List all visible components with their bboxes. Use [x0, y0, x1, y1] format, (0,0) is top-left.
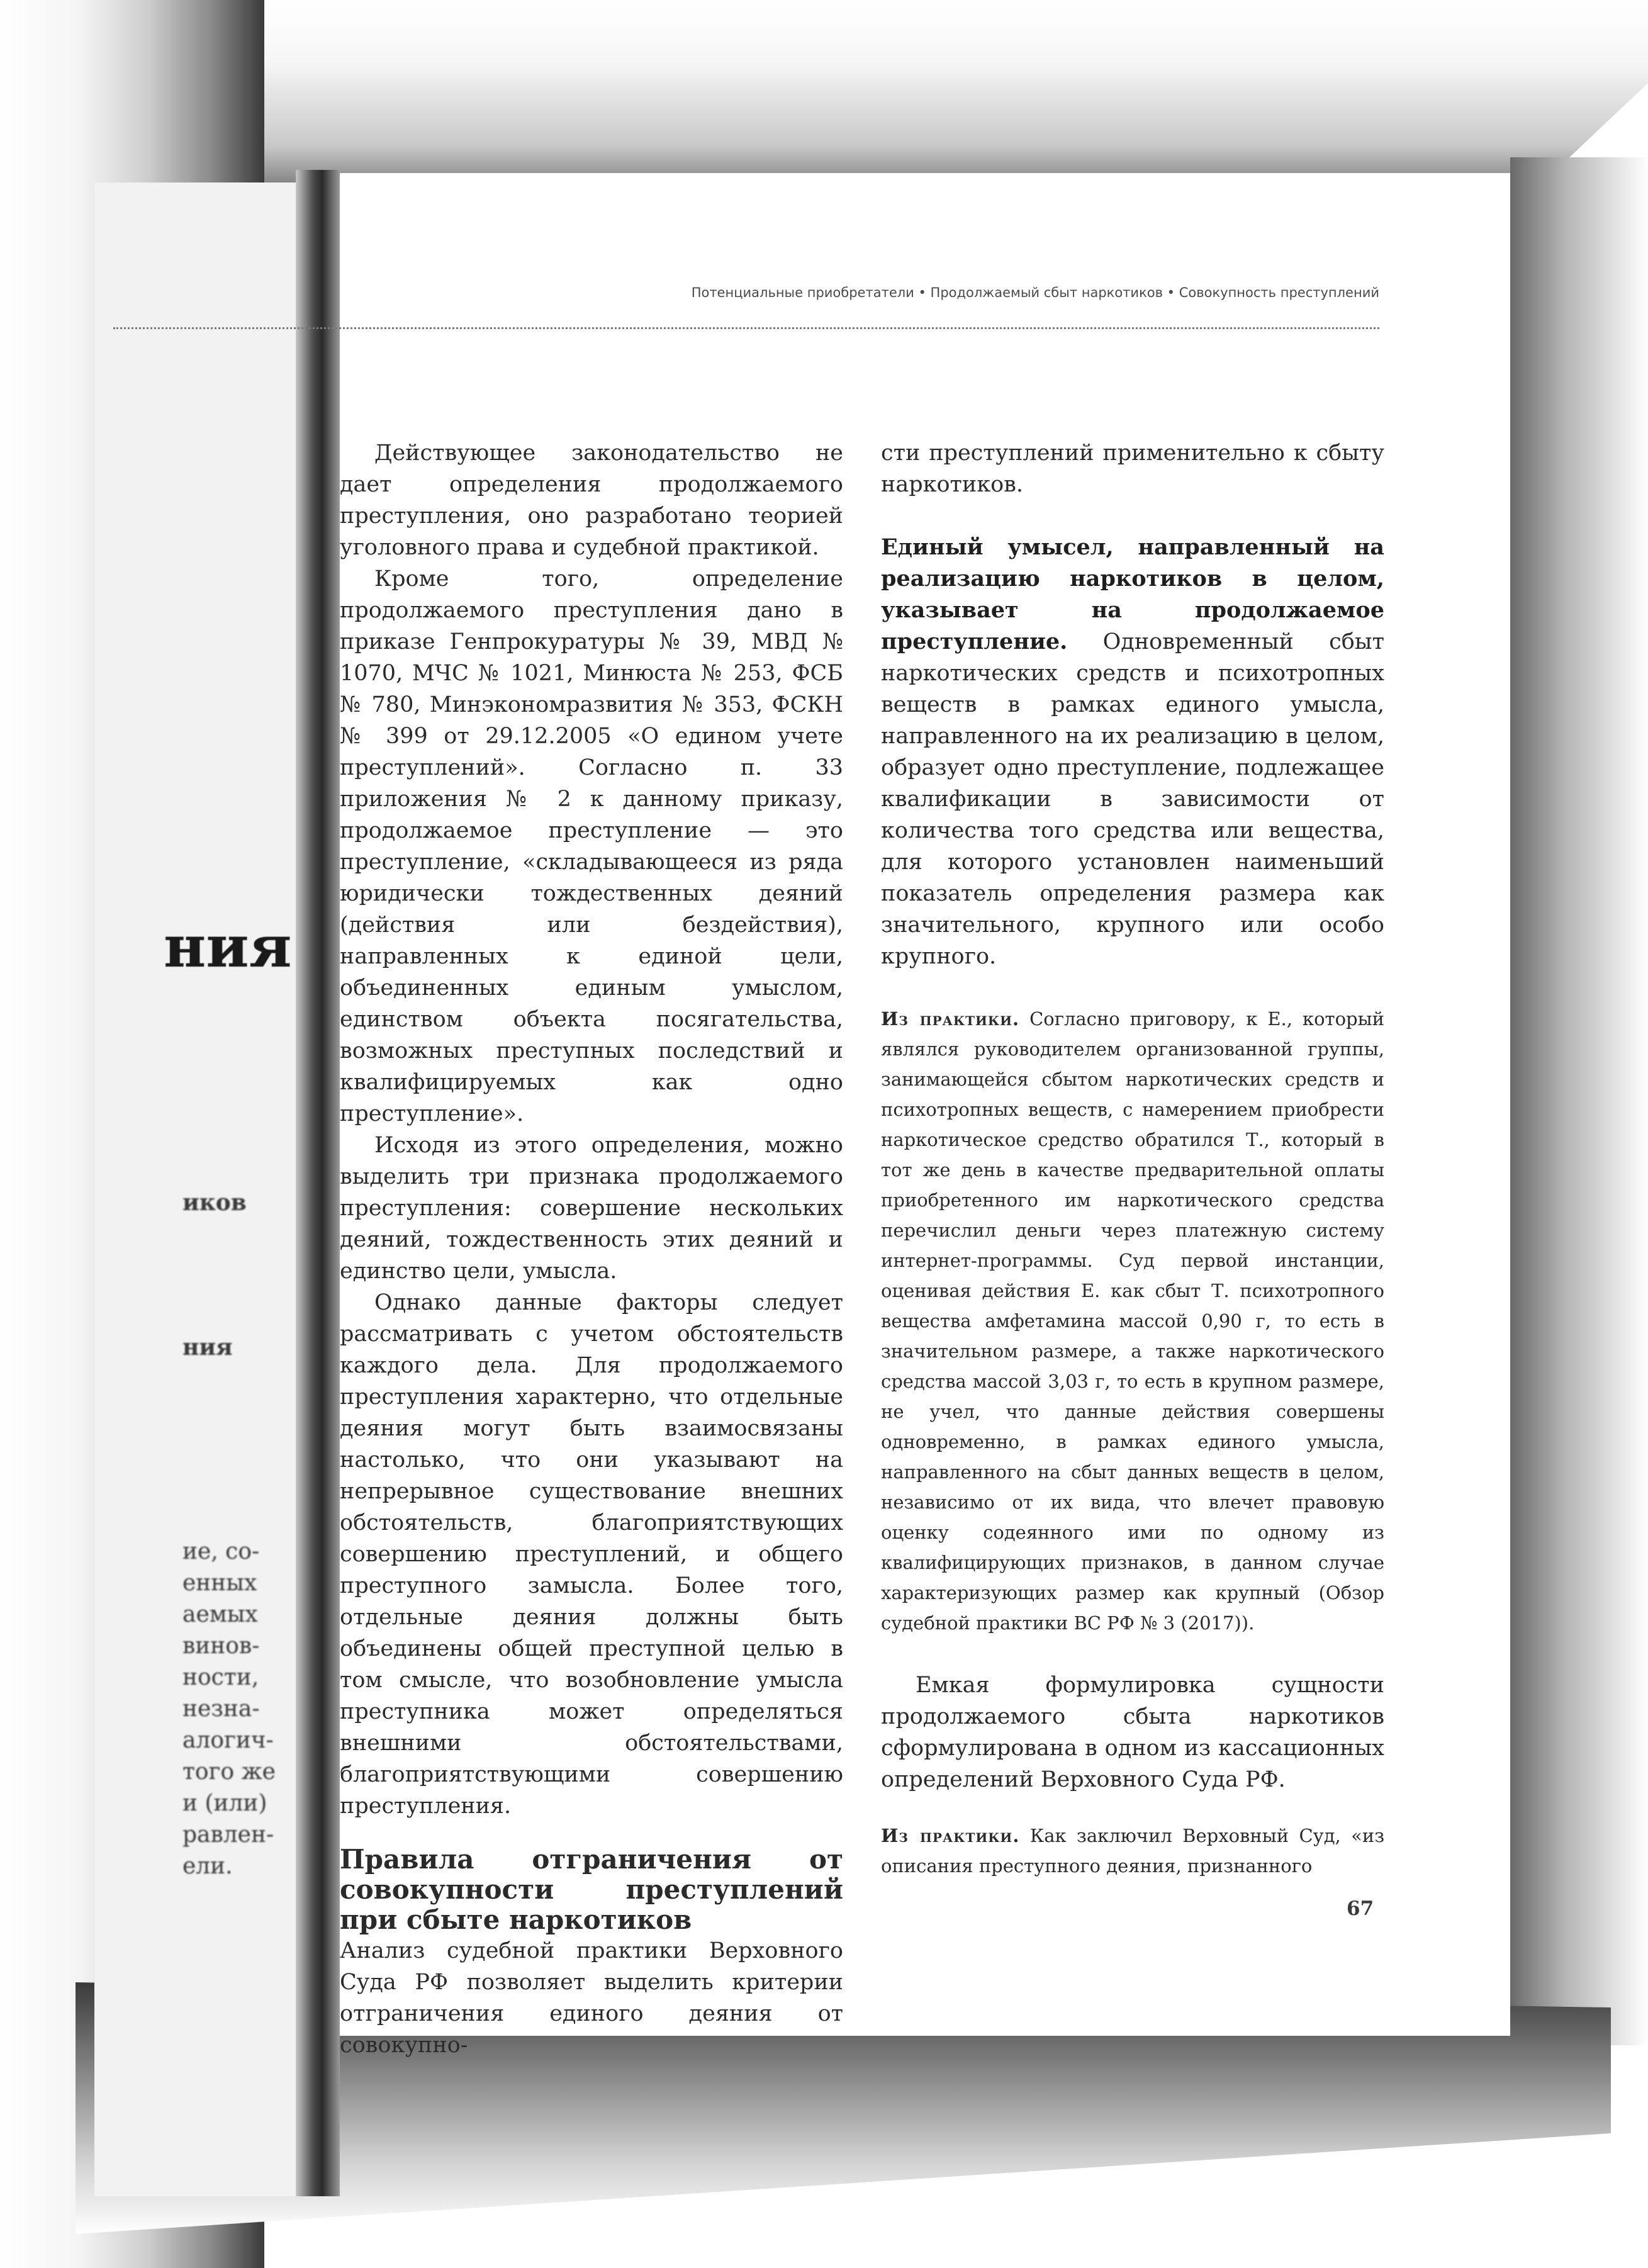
- back-page-fragment: аемых: [182, 1602, 258, 1627]
- back-page-fragment: незна-: [182, 1696, 260, 1722]
- practice-text: Согласно приговору, к Е., который являлся руководителем организованной группы, занимающейся сбытом наркотических средств и психотропных веществ, с намерением приобрести наркотическое средство обратился Т., который в тот же день в качестве предварительной оплаты приобретенного им наркотического средства перечислил деньги через платежную систему интернет-программы. Суд первой инстанции, оценивая действия Е. как сбыт Т. психотропного вещества амфетамина массой 0,90 г, то есть в значительном размере, а также наркотического средства массой 3,03 г, то есть в крупном размере, не учел, что данные действия совершены одновременно, в рамках единого умысла, направленного на сбыт данных веществ в целом, независимо от их вида, что влечет правовую оценку содеянного ими по одному из квалифицирующих признаков, в данном случае характеризующих размер как крупный (Обзор судебной практики ВС РФ № 3 (2017)).: [881, 1008, 1384, 1634]
- practice-label: Из практики.: [881, 1825, 1020, 1846]
- body-paragraph: Емкая формулировка сущности продолжаемого сбыта наркотиков сформулирована в одном из кассационных определений Верховного Суда РФ.: [881, 1673, 1384, 1792]
- back-page-fragment: ие, со-: [182, 1539, 260, 1564]
- body-paragraph: Действующее законодательство не дает определения продолжаемого преступления, оно разработано теорией уголовного права и судебной практикой.: [340, 441, 843, 560]
- practice-example: [881, 1004, 1384, 1638]
- section-heading: Правила отграничения от совокупности преступлений при сбыте наркотиков: [340, 1844, 843, 1935]
- back-page-fragment: того же: [182, 1759, 276, 1785]
- back-page-heading-fragment: ния: [164, 912, 292, 980]
- running-head: Потенциальные приобретатели • Продолжаемый сбыт наркотиков • Совокупность преступлений: [691, 285, 1379, 300]
- lead-paragraph: [881, 532, 1384, 972]
- back-page-fragment: ния: [182, 1334, 233, 1361]
- lead-text: Одновременный сбыт наркотических средств и психотропных веществ в рамках единого умысла, направленного на их реализацию в целом, образует одно преступление, подлежащее квалификации в зависимости от количества того средства или вещества, для которого установлен наименьший показатель определения размера как значительного, крупного или особо крупного.: [881, 629, 1384, 969]
- facing-page-fragment: [94, 182, 308, 2196]
- book-spine-shadow: [296, 170, 340, 2196]
- back-page-fragment: алогич-: [182, 1727, 274, 1753]
- back-page-fragment: равлен-: [182, 1822, 274, 1848]
- book-page: [340, 173, 1510, 2058]
- back-page-fragment: ели.: [182, 1853, 233, 1879]
- back-page-fragment: иков: [182, 1189, 247, 1216]
- section-paragraph: Анализ судебной практики Верховного Суда РФ позволяет выделить критерии отграничения единого деяния от совокупно-: [340, 1938, 843, 2058]
- page-number: 67: [1347, 1897, 1374, 1920]
- left-column: [340, 437, 843, 2061]
- right-column: [881, 437, 1384, 1881]
- back-page-fragment: винов-: [182, 1633, 260, 1659]
- back-page-fragment: и (или): [182, 1790, 267, 1816]
- body-paragraph: Однако данные факторы следует рассматривать с учетом обстоятельств каждого дела. Для продолжаемого преступления характерно, что отдельные деяния могут быть взаимосвязаны настолько, что они указывают на непрерывное существование внешних обстоятельств, благоприятствующих совершению преступлений, и общего преступного замысла. Более того, отдельные деяния должны быть объединены общей преступной целью в том смысле, что возобновление умысла преступника может определяться внешними обстоятельствами, благоприятствующими совершению преступления.: [340, 1290, 843, 1819]
- back-page-fragment: енных: [182, 1570, 257, 1596]
- continuation-paragraph: сти преступлений применительно к сбыту наркотиков.: [881, 441, 1384, 497]
- back-page-fragment: ности,: [182, 1665, 259, 1690]
- practice-label: Из практики.: [881, 1008, 1020, 1030]
- lead-bold-statement: Единый умысел, направленный на реализацию наркотиков в целом, указывает на продолжаемое преступление.: [881, 534, 1384, 654]
- scan-shadow-right: [1510, 157, 1648, 2045]
- body-paragraph: Исходя из этого определения, можно выделить три признака продолжаемого преступления: совершение нескольких деяний, тождественность этих деяний и единство цели, умысла.: [340, 1133, 843, 1284]
- practice-example: [881, 1821, 1384, 1881]
- practice-text: Как заключил Верховный Суд, «из описания преступного деяния, признанного: [881, 1825, 1385, 1877]
- body-paragraph: Кроме того, определение продолжаемого преступления дано в приказе Генпрокуратуры № 39, МВД № 1070, МЧС № 1021, Минюста № 253, ФСБ № 780, Минэкономразвития № 353, ФСКН № 399 от 29.12.2005 «О едином учете преступлений». Согласно п. 33 приложения № 2 к данному приказу, продолжаемое преступление — это преступление, «складывающееся из ряда юридически тождественных деяний (действия или бездействия), направленных к единой цели, объединенных единым умыслом, единством объекта посягательства, возможных преступных последствий и квалифицируемых как одно преступление».: [340, 566, 843, 1126]
- header-dotted-rule: [113, 327, 1379, 329]
